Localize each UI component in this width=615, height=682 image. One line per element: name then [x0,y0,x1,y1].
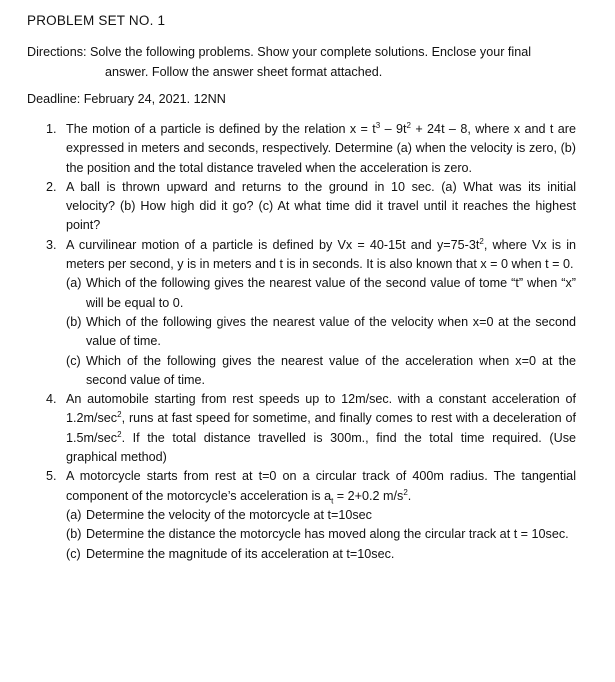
problem-list [46,120,576,564]
problem-text: A motorcycle starts from rest at t=0 on a circular track of 400m radius. The tangential component of the motorcycle’s acceleration is $a_t = 2+0.2$ $m/s^2$. [66,469,576,506]
page-title: PROBLEM SET NO. 1 [27,13,166,28]
problem-number: 2. [46,179,57,194]
problem-text: A ball is thrown upward and returns to the ground in 10 sec. (a) What was its initial velocity? (b) How high did it go? (c) At what time did it travel until it reaches the highest point? [66,179,576,233]
problem-text: The motion of a particle is defined by the relation $x = t^3 - 9t^2 + 24t - 8$, where x and t are expressed in meters and seconds, respectively. Determine (a) when the velocity is zero, (b) the position and the total distance traveled when the acceleration is zero. [66,120,576,175]
problem-number: 1. [46,122,57,136]
problem-3 [46,236,576,390]
problem-5 [46,467,576,563]
sub-question-c: (c) Determine the magnitude of its acceleration at t=10sec. [66,546,395,561]
problem-text: An automobile starting from rest speeds up to 12m/sec. with a constant acceleration of $1.2m/\sec^2$, runs at fast speed for sometime, and finally comes to rest with a deceleration of $1.5m/\sec^2$. If the total distance travelled is 300m., find the total time required. (Use graphical method) [66,392,576,465]
directions-line-1: Directions: Solve the following problems. Show your complete solutions. Enclose your final [27,45,531,59]
problem-text: A curvilinear motion of a particle is defined by Vx = 40-15t and $y=75-3t^2$, where Vx is in meters per second, y is in meters and t is in seconds. It is also known that x = 0 when t = 0. [66,236,576,272]
directions-line-2: answer. Follow the answer sheet format attached. [105,64,383,79]
problem-1 [46,120,576,178]
sub-question-b: (b) Determine the distance the motorcycle has moved along the circular track at t = 10sec. [66,527,569,542]
problem-2 [46,178,576,236]
sub-question-a: (a) Determine the velocity of the motorcycle at t=10sec [66,507,372,522]
problem-number: 4. [46,392,57,407]
problem-number: 3. [46,237,57,252]
problem-4 [46,390,576,467]
directions [27,43,587,82]
problem-number: 5. [46,469,57,484]
sub-question-a: (a) Which of the following gives the nearest value of the second value of tome “t” when “x” will be equal to 0. [66,276,576,310]
sub-question-c: (c) Which of the following gives the nearest value of the acceleration when x=0 at the second value of time. [66,353,576,387]
sub-question-b: (b) Which of the following gives the nearest value of the velocity when x=0 at the second value of time. [66,314,576,349]
deadline: Deadline: February 24, 2021. 12NN [27,92,226,106]
